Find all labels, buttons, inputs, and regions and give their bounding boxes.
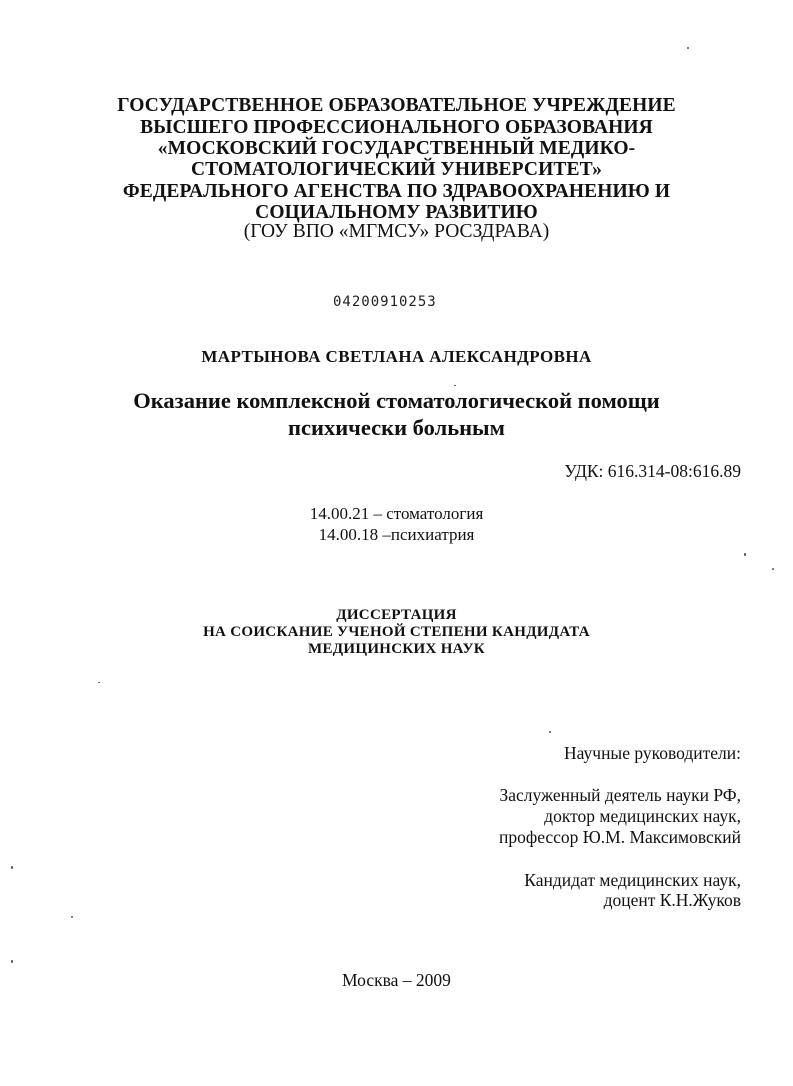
supervisor-2-line-2: доцент К.Н.Жуков [603,890,741,910]
supervisor-1-line-3: профессор Ю.М. Максимовский [498,827,741,847]
supervisor-1-line-1: Заслуженный деятель науки РФ, [499,785,741,805]
institution-line-3: «МОСКОВСКИЙ ГОСУДАРСТВЕННЫЙ МЕДИКО- [157,138,636,159]
institution-line-1: ГОСУДАРСТВЕННОЕ ОБРАЗОВАТЕЛЬНОЕ УЧРЕЖДЕНИЕ [117,95,676,116]
supervisor-1-line-2: доктор медицинских наук, [544,806,741,826]
scan-speck [98,682,100,683]
specialty-2: 14.00.18 –психиатрия [318,525,475,544]
scan-speck [772,568,774,570]
institution-line-4: СТОМАТОЛОГИЧЕСКИЙ УНИВЕРСИТЕТ» [190,159,603,180]
title-line-2: психически больным [288,415,505,440]
city-year: Москва – 2009 [342,970,451,990]
supervisor-2-line-1: Кандидат медицинских наук, [524,870,741,890]
udc-code: УДК: 616.314-08:616.89 [564,461,741,481]
scan-speck [687,47,689,49]
scan-speck [454,385,456,386]
institution-line-5: ФЕДЕРАЛЬНОГО АГЕНСТВА ПО ЗДРАВООХРАНЕНИЮ И [122,181,671,202]
institution-abbreviation: (ГОУ ВПО «МГМСУ» РОСЗДРАВА) [243,221,550,242]
scan-speck [549,731,551,733]
scan-speck [744,553,746,556]
scan-speck [71,916,73,918]
degree-line-1: ДИССЕРТАЦИЯ [336,607,457,623]
institution-line-6: СОЦИАЛЬНОМУ РАЗВИТИЮ [255,202,538,223]
institution-line-2: ВЫСШЕГО ПРОФЕССИОНАЛЬНОГО ОБРАЗОВАНИЯ [140,117,653,138]
degree-line-2: НА СОИСКАНИЕ УЧЕНОЙ СТЕПЕНИ КАНДИДАТА [203,624,590,640]
scan-speck [11,866,13,869]
author-name: МАРТЫНОВА СВЕТЛАНА АЛЕКСАНДРОВНА [201,347,592,366]
degree-line-3: МЕДИЦИНСКИХ НАУК [308,641,485,657]
specialty-1: 14.00.21 – стоматология [309,504,484,523]
title-line-1: Оказание комплексной стоматологической помощи [133,388,660,413]
scan-speck [11,960,13,963]
supervisors-heading: Научные руководители: [564,743,741,763]
registration-code: 04200910253 [333,294,437,310]
